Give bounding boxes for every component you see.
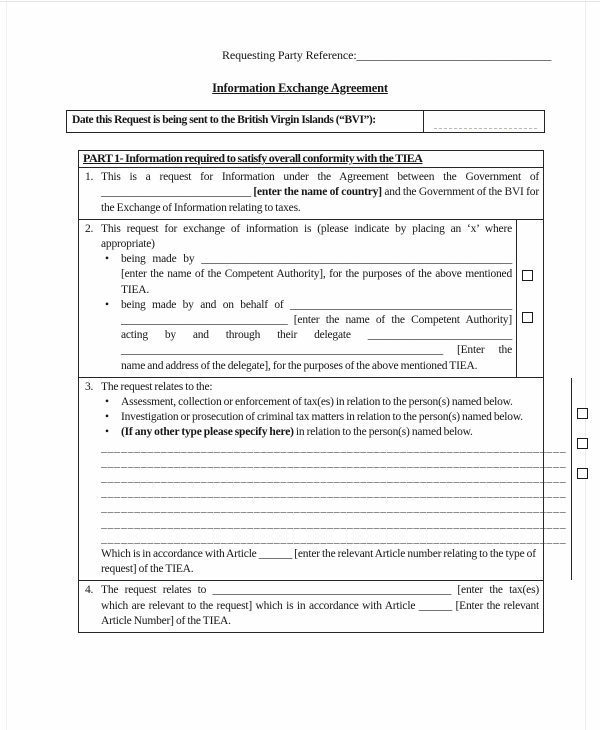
part1-row-2: [79, 220, 543, 378]
document-title: Information Exchange Agreement: [212, 81, 388, 95]
specify-blank-line[interactable]: ______________________________________________________________________: [101, 472, 567, 485]
item-3-article-note: Which is in accordance with Article ______ [enter the relevant Article number relating to the type of request] of the TIEA.: [101, 547, 536, 576]
part1-row-1: [79, 168, 543, 220]
specify-blank-line[interactable]: ______________________________________________________________________: [101, 456, 567, 469]
item-2-intro: This request for exchange of information is (please indicate by placing an ‘x’ where appropriate): [101, 222, 512, 251]
item-3-number: 3.: [85, 380, 94, 393]
requesting-party-reference-label: Requesting Party Reference:: [222, 48, 357, 62]
item-3-bullet-other-type: • (If any other type please specify here) in relation to the person(s) named below.: [101, 425, 567, 440]
part1-row-4: [79, 581, 543, 632]
part1-table: [78, 150, 567, 633]
item-2-bullet-made-by: • being made by ________________________________________________________ [enter the name of the Competent Authority], for the purposes of the above mentioned TIEA.: [101, 252, 512, 298]
scan-edge-top: [0, 1, 600, 2]
scan-edge-left: [6, 0, 7, 730]
other-type-label: (If any other type please specify here): [121, 426, 294, 439]
part1-header: PART 1- Information required to satisfy overall conformity with the TIEA: [79, 151, 543, 168]
checkbox-other-type[interactable]: [577, 468, 588, 479]
part1-row-3: [79, 378, 567, 582]
item-4-text: The request relates to ___________________________________________ [enter the tax(es) which are relevant to the request] which is in accordance with Article ______ [Enter the relevant Article Number] of the TIEA.: [101, 584, 539, 627]
item-3-checkbox-column: [571, 378, 598, 581]
bullet-icon: •: [105, 426, 109, 439]
date-input-cell[interactable]: [424, 111, 544, 132]
checkbox-made-by[interactable]: [522, 270, 533, 281]
specify-blank-line[interactable]: ______________________________________________________________________: [101, 517, 567, 530]
bullet-icon: •: [105, 396, 109, 409]
bullet-icon: •: [105, 298, 109, 311]
item-2-bullet-on-behalf-of: • being made by and on behalf of ________________________________________ ______________________________ [enter the name of the Competent Authority] acting by and through their delegate __________________________ __________________________________________________________ [Enter the name and address of the delegate], for the purposes of the above mentioned TIEA.: [101, 298, 512, 374]
item-3-bullet-investigation: • Investigation or prosecution of criminal tax matters in relation to the person(s) named below.: [101, 410, 567, 425]
item-1-number: 1.: [85, 171, 94, 184]
checkbox-investigation[interactable]: [577, 438, 588, 449]
bullet-icon: •: [105, 411, 109, 424]
item-3-bullet-assessment: • Assessment, collection or enforcement of tax(es) in relation to the person(s) named below.: [101, 395, 567, 410]
scan-edge-right: [585, 0, 586, 730]
item-4-number: 4.: [85, 584, 94, 597]
country-blank[interactable]: ___________________________: [101, 186, 254, 199]
bullet-icon: •: [105, 253, 109, 266]
specify-blank-line[interactable]: ______________________________________________________________________: [101, 502, 567, 515]
date-sent-label: Date this Request is being sent to the British Virgin Islands (“BVI”):: [67, 111, 424, 132]
requesting-party-reference: [222, 48, 551, 63]
specify-blank-line[interactable]: ______________________________________________________________________: [101, 532, 567, 545]
specify-blank-line[interactable]: ______________________________________________________________________: [101, 441, 567, 454]
requesting-party-reference-blank[interactable]: _________________________________: [356, 48, 552, 62]
country-label: [enter the name of country]: [253, 186, 382, 199]
date-blank-line[interactable]: [434, 128, 537, 129]
item-3-intro: The request relates to the:: [101, 380, 213, 393]
item-1-text: This is a request for Information under the Agreement between the Government of ___________________________ [enter the name of country] and the Government of the BVI for the Exchange of Information relating to taxes.: [101, 171, 539, 214]
specify-blank-line[interactable]: ______________________________________________________________________: [101, 487, 567, 500]
item-2-number: 2.: [85, 222, 94, 235]
checkbox-on-behalf-of[interactable]: [522, 312, 533, 323]
checkbox-assessment[interactable]: [577, 408, 588, 419]
item-2-checkbox-column: [516, 220, 543, 377]
date-sent-row: [66, 110, 545, 133]
